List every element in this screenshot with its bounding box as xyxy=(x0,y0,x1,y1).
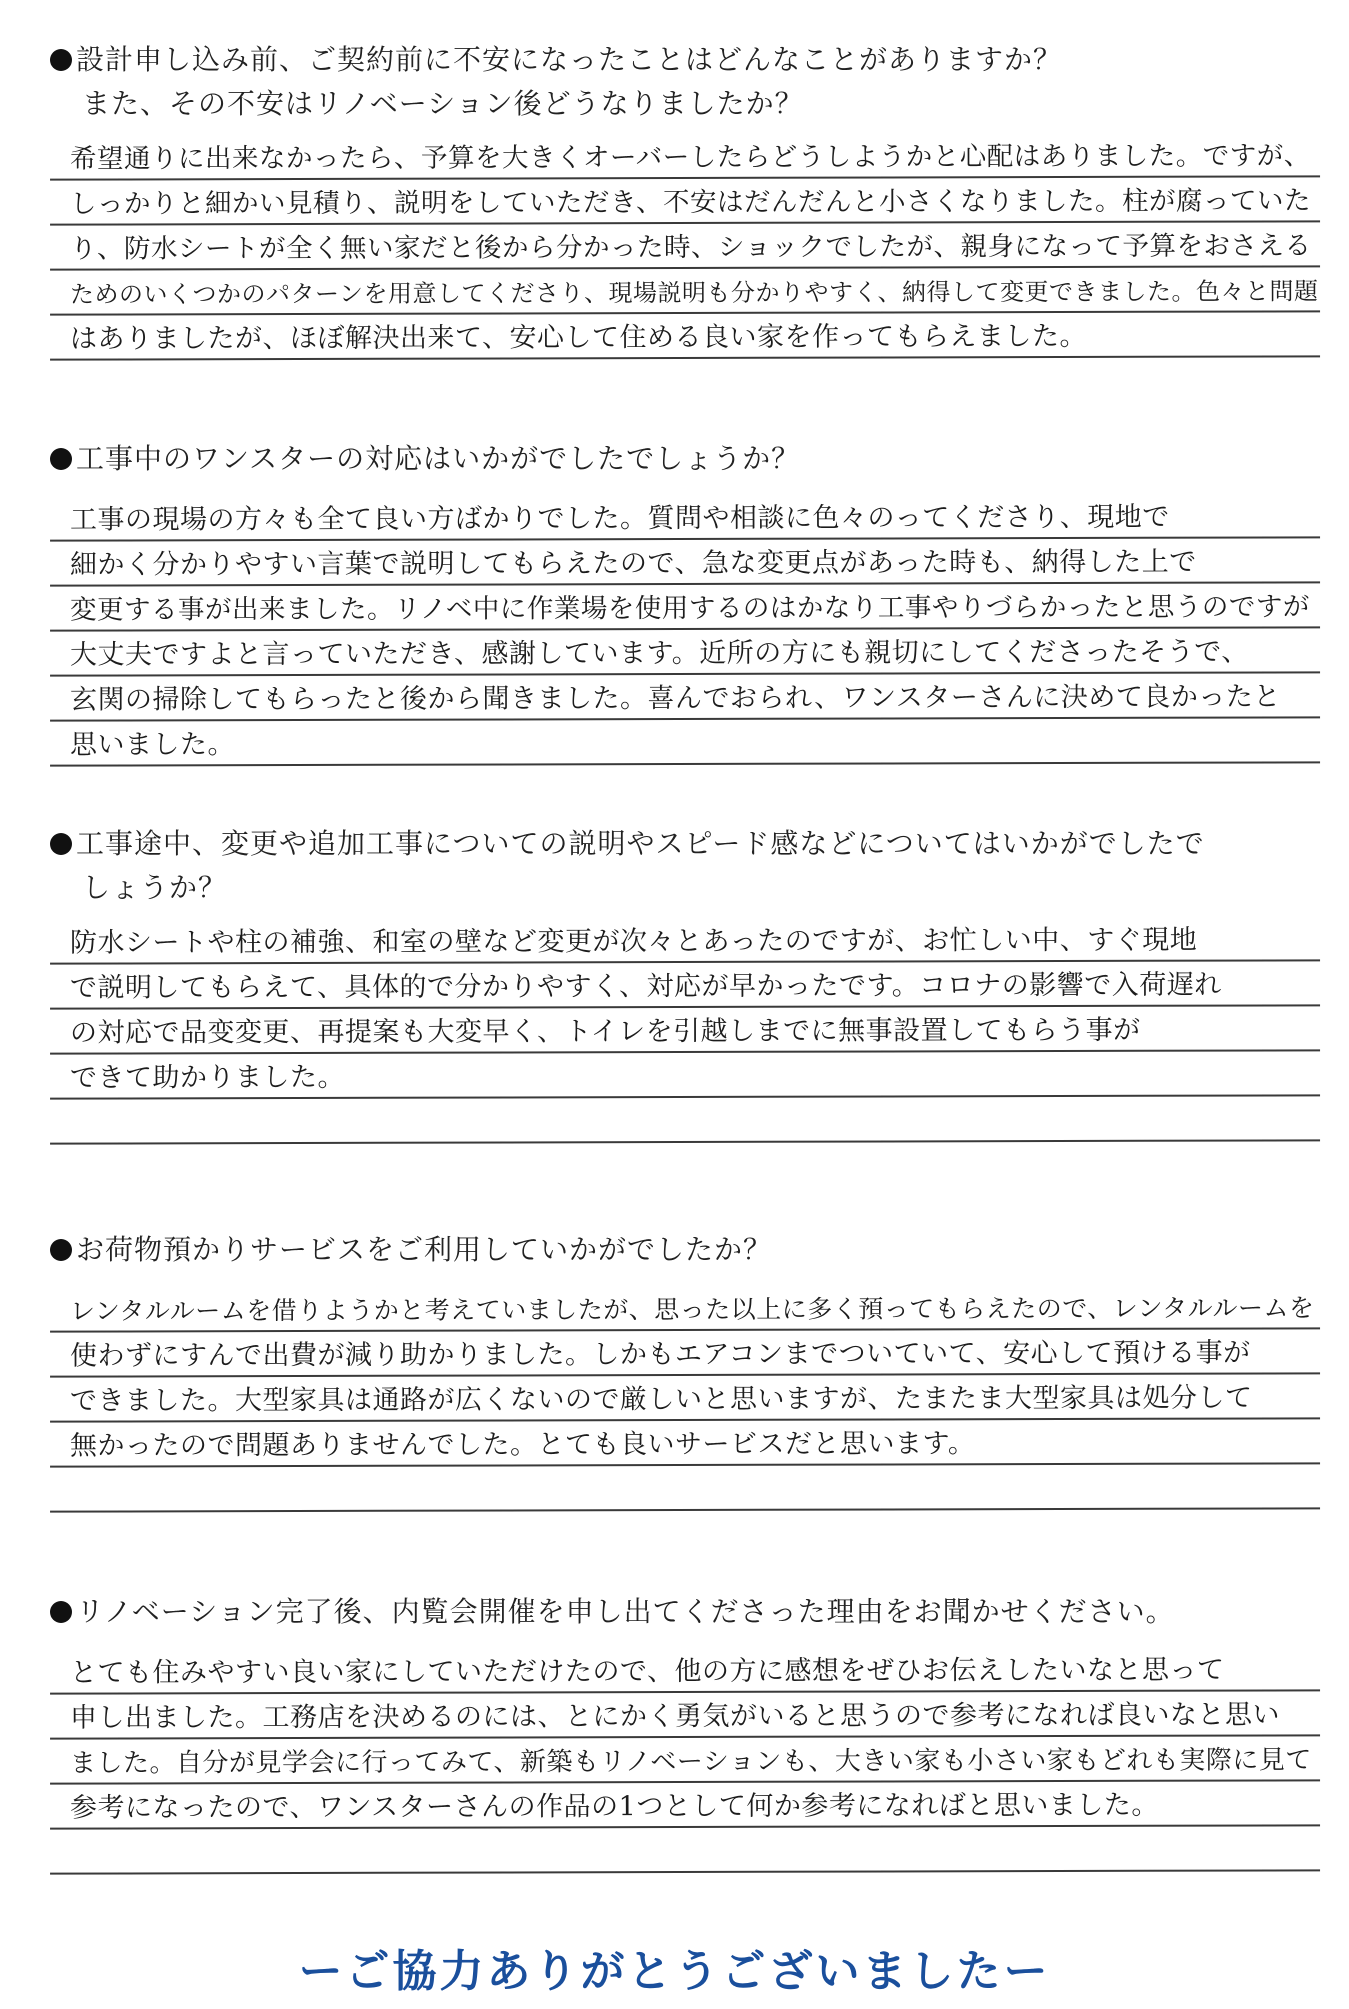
section-open-house-reason xyxy=(50,1590,1320,1873)
answer-line: り、防水シートが全く無い家だと後から分かった時、ショックでしたが、親身になって予算をおさえる xyxy=(50,222,1320,270)
thank-you-footer: ーご協力ありがとうございましたー xyxy=(298,1946,1051,1997)
section-change-explanation xyxy=(50,822,1320,1143)
answer-line: 細かく分かりやすい言葉で説明してもらえたので、急な変更点があった時も、納得した上で xyxy=(50,538,1320,586)
question xyxy=(50,38,1320,126)
bullet-icon xyxy=(50,1601,72,1623)
answer xyxy=(50,1648,1320,1873)
question-text-cont: しょうか？ xyxy=(82,871,228,904)
section-pre-contract-concerns xyxy=(50,38,1320,359)
question-text: 設計申し込み前、ご契約前に不安になったことはどんなことがありますか？ xyxy=(76,43,1063,76)
answer-line: 無かったので問題ありませんでした。とても良いサービスだと思います。 xyxy=(50,1419,1320,1467)
answer-line: 希望通りに出来なかったら、予算を大きくオーバーしたらどうしようかと心配はありました。ですが、 xyxy=(50,132,1320,180)
question-text-cont: また、その不安はリノベーション後どうなりましたか？ xyxy=(82,87,804,120)
answer-line: はありましたが、ほぼ解決出来て、安心して住める良い家を作ってもらえました。 xyxy=(50,312,1320,360)
bullet-icon xyxy=(50,49,72,71)
answer-line-blank xyxy=(50,1096,1320,1144)
question-text: 工事途中、変更や追加工事についての説明やスピード感などについてはいかがでしたで xyxy=(76,827,1205,860)
answer-line: 工事の現場の方々も全て良い方ばかりでした。質問や相談に色々のってくださり、現地で xyxy=(50,493,1320,541)
question-text: リノベーション完了後、内覧会開催を申し出てくださった理由をお聞かせください。 xyxy=(76,1595,1175,1628)
answer-line: 玄関の掃除してもらったと後から聞きました。喜んでおられ、ワンスターさんに決めて良かったと xyxy=(50,673,1320,721)
answer-line: 変更する事が出来ました。リノベ中に作業場を使用するのはかなり工事やりづらかったと思うのですが xyxy=(50,583,1320,631)
answer-line: しっかりと細かい見積り、説明をしていただき、不安はだんだんと小さくなりました。柱が腐っていた xyxy=(50,177,1320,225)
answer-line: できました。大型家具は通路が広くないので厳しいと思いますが、たまたま大型家具は処分して xyxy=(50,1374,1320,1422)
question xyxy=(50,437,1320,481)
answer-line: 参考になったので、ワンスターさんの作品の1つとして何か参考になればと思いました。 xyxy=(50,1781,1320,1829)
answer xyxy=(50,1286,1320,1511)
answer-line: 防水シートや柱の補強、和室の壁など変更が次々とあったのですが、お忙しい中、すぐ現地 xyxy=(50,916,1320,964)
question xyxy=(50,1590,1320,1634)
answer-line: ました。自分が見学会に行ってみて、新築もリノベーションも、大きい家も小さい家もどれも実際に見て xyxy=(50,1736,1320,1784)
section-construction-support xyxy=(50,437,1320,765)
question xyxy=(50,1228,1320,1272)
answer-line: 思いました。 xyxy=(50,718,1320,766)
answer xyxy=(50,495,1320,765)
answer-line-blank xyxy=(50,1464,1320,1512)
question-text: 工事中のワンスターの対応はいかがでしたでしょうか？ xyxy=(76,442,801,475)
answer-line: ためのいくつかのパターンを用意してくださり、現場説明も分かりやすく、納得して変更できました。色々と問題 xyxy=(50,267,1320,315)
bullet-icon xyxy=(50,833,72,855)
answer-line: 使わずにすんで出費が減り助かりました。しかもエアコンまでついていて、安心して預ける事が xyxy=(50,1329,1320,1377)
answer-line: レンタルルームを借りようかと考えていましたが、思った以上に多く預ってもらえたので、レンタルルームを xyxy=(50,1284,1320,1332)
answer xyxy=(50,918,1320,1143)
answer-line: の対応で品变変更、再提案も大変早く、トイレを引越しまでに無事設置してもらう事が xyxy=(50,1006,1320,1054)
answer-line-blank xyxy=(50,1826,1320,1874)
answer-line: とても住みやすい良い家にしていただけたので、他の方に感想をぜひお伝えしたいなと思って xyxy=(50,1646,1320,1694)
answer-line: できて助かりました。 xyxy=(50,1051,1320,1099)
bullet-icon xyxy=(50,448,72,470)
bullet-icon xyxy=(50,1239,72,1261)
answer xyxy=(50,134,1320,359)
answer-line: 大丈夫ですよと言っていただき、感謝しています。近所の方にも親切にしてくださったそうで、 xyxy=(50,628,1320,676)
section-storage-service xyxy=(50,1228,1320,1511)
answer-line: で説明してもらえて、具体的で分かりやすく、対応が早かったです。コロナの影響で入荷遅れ xyxy=(50,961,1320,1009)
answer-line: 申し出ました。工務店を決めるのには、とにかく勇気がいると思うので参考になれば良いなと思い xyxy=(50,1691,1320,1739)
question-text: お荷物預かりサービスをご利用していかがでしたか？ xyxy=(76,1233,773,1266)
question xyxy=(50,822,1320,910)
